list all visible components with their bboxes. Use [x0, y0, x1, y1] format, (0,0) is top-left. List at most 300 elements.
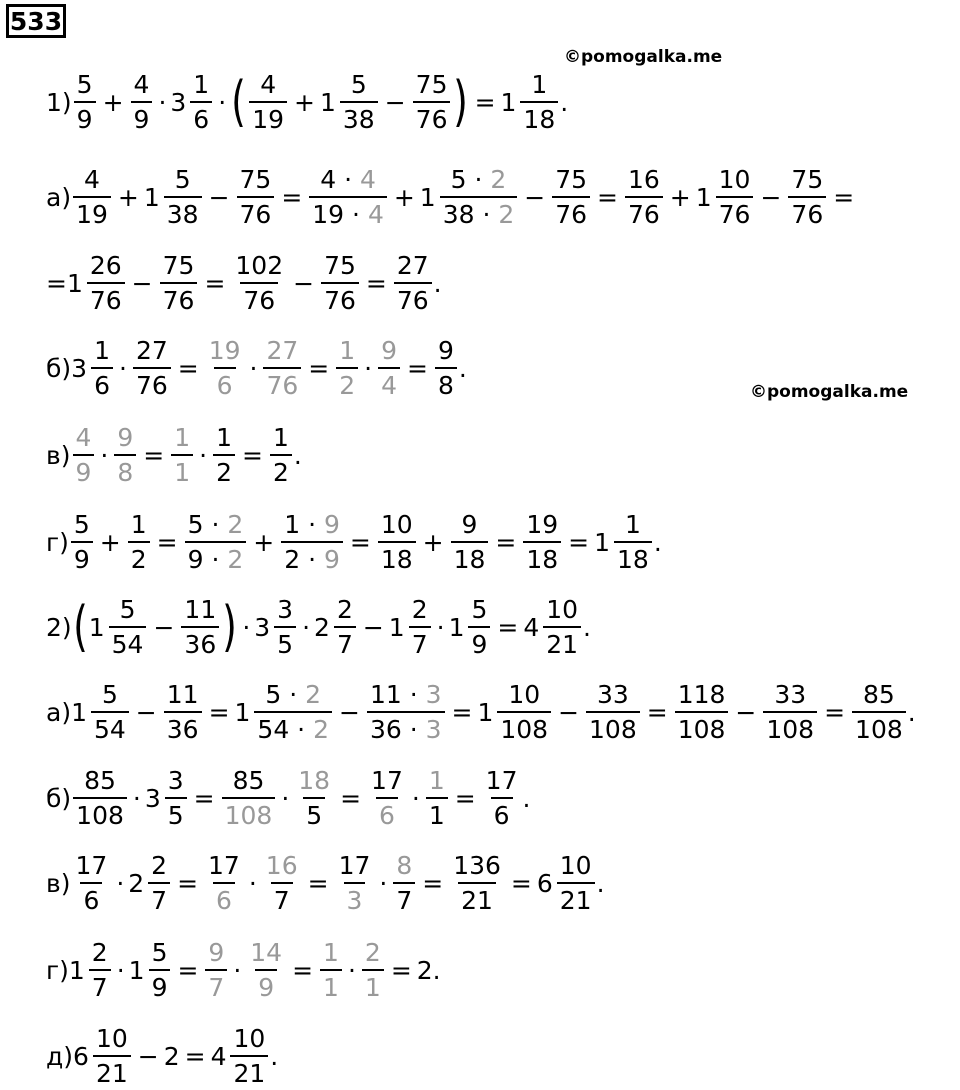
denominator: 108: [852, 711, 906, 744]
fraction: [307, 166, 389, 228]
whole-part: 1: [448, 612, 465, 642]
fraction: [541, 596, 583, 658]
operator: +: [393, 182, 415, 212]
numerator: 4: [133, 70, 150, 99]
multiply-dot: ·: [302, 612, 311, 642]
equation-line: [46, 853, 605, 913]
fraction: [147, 939, 173, 1001]
parenthesis: (: [72, 595, 88, 658]
numerator: 33: [596, 680, 629, 709]
fraction: [203, 852, 245, 914]
denominator: 8: [435, 367, 457, 400]
denominator: 5: [274, 626, 296, 659]
numerator: 1: [216, 423, 232, 452]
operator: +: [117, 182, 139, 212]
numerator: 10: [380, 510, 413, 539]
equation-line: [46, 72, 568, 132]
whole-part: 1: [477, 697, 494, 727]
multiply-dot: ·: [116, 955, 125, 985]
watermark: ©pomogalka.me: [750, 382, 909, 402]
numerator: 5: [471, 595, 488, 624]
numerator: 11: [166, 680, 199, 709]
text-token: .: [270, 1041, 279, 1071]
fraction: [183, 511, 249, 573]
numerator: 27: [396, 251, 429, 280]
fraction: [87, 939, 113, 1001]
text-token: .: [433, 268, 442, 298]
text-token: 2.: [416, 955, 441, 985]
numerator: 1: [193, 70, 210, 99]
factor: 2: [490, 165, 507, 194]
equation-line: [46, 768, 530, 828]
numerator: 9: [437, 336, 454, 365]
numerator: 17: [208, 851, 240, 880]
multiply-dot: ·: [132, 783, 141, 813]
fraction: [391, 852, 417, 914]
whole-part: 1: [71, 697, 87, 727]
operator: −: [208, 182, 230, 212]
whole-part: 1: [594, 527, 611, 557]
operator: +: [102, 87, 124, 117]
denominator: 108: [675, 711, 729, 744]
parenthesis: (: [231, 70, 247, 133]
fraction: [438, 166, 520, 228]
fraction: [245, 939, 287, 1001]
fraction: [220, 767, 278, 829]
denominator: 6: [213, 882, 235, 915]
numerator: 17: [338, 851, 371, 880]
denominator: 7: [393, 882, 415, 915]
operator: =: [597, 182, 618, 212]
numerator: 3: [277, 595, 294, 624]
text-token: .: [293, 440, 302, 470]
numerator: 85: [84, 766, 116, 795]
whole-part: 1: [500, 87, 517, 117]
fraction: [495, 681, 553, 743]
fraction: [584, 681, 642, 743]
whole-part: 3: [254, 612, 271, 642]
operator: −: [137, 1041, 159, 1071]
denominator: 1: [426, 797, 448, 830]
operator: =: [281, 182, 303, 212]
fraction: [424, 767, 450, 829]
fraction: [252, 681, 334, 743]
text-token: а): [46, 182, 72, 212]
whole-part: 1: [68, 955, 85, 985]
numerator: 10: [508, 680, 541, 709]
text-token: в): [46, 868, 71, 898]
numerator: 1: [428, 766, 445, 795]
operator: =: [143, 440, 165, 470]
factor: 2: [498, 199, 515, 229]
numerator: 5: [119, 595, 136, 624]
fraction: [279, 511, 345, 573]
denominator: 6: [91, 367, 113, 400]
numerator: 1: [94, 336, 110, 365]
whole-part: 2: [314, 612, 330, 642]
multiply-dot: ·: [248, 868, 257, 898]
operator: =: [208, 697, 230, 727]
fraction: [69, 511, 95, 573]
operator: =: [390, 955, 412, 985]
multiply-dot: ·: [158, 87, 167, 117]
numerator: 16: [265, 851, 298, 880]
denominator: 9: [74, 101, 96, 134]
denominator: 7: [89, 969, 111, 1002]
operator: =: [510, 868, 532, 898]
fraction: [761, 681, 819, 743]
operator: =: [824, 697, 846, 727]
denominator: 76: [240, 282, 278, 315]
operator: −: [131, 268, 153, 298]
fraction: [179, 596, 221, 658]
numerator: 5: [174, 165, 191, 194]
multiply-dot: ·: [347, 955, 356, 985]
factor: 2: [227, 510, 244, 539]
fraction: [272, 596, 298, 658]
numerator: 5 · 2: [187, 510, 244, 539]
numerator: 17: [75, 851, 108, 880]
parenthesis: ): [453, 70, 469, 133]
factor: 9: [323, 544, 340, 574]
text-token: .: [458, 353, 467, 383]
equation-line: [46, 512, 662, 572]
denominator: 18: [523, 541, 561, 574]
text-token: =: [46, 268, 67, 298]
operator: =: [177, 868, 199, 898]
operator: =: [241, 440, 263, 470]
operator: =: [340, 783, 362, 813]
fraction: [334, 852, 376, 914]
numerator: 1: [174, 423, 191, 452]
denominator: 18: [614, 541, 652, 574]
whole-part: 1: [320, 87, 336, 117]
operator: −: [153, 612, 175, 642]
multiply-dot: ·: [100, 440, 109, 470]
denominator: 21: [557, 882, 595, 915]
whole-part: 4: [210, 1041, 227, 1071]
numerator: 85: [232, 766, 265, 795]
denominator: 36: [181, 626, 219, 659]
operator: =: [204, 268, 226, 298]
fraction: [786, 166, 828, 228]
denominator: 2 · 9: [281, 541, 343, 574]
denominator: 21: [543, 626, 581, 659]
equation-line: [46, 167, 859, 227]
multiply-dot: ·: [249, 353, 258, 383]
multiply-dot: ·: [233, 955, 242, 985]
text-token: б): [46, 353, 72, 383]
numerator: 9: [208, 938, 225, 967]
numerator: 2: [91, 938, 108, 967]
numerator: 26: [89, 251, 122, 280]
numerator: 11 · 3: [369, 680, 442, 709]
denominator: 19 · 4: [309, 196, 387, 229]
denominator: 19: [249, 101, 287, 134]
text-token: 2: [163, 1041, 180, 1071]
numerator: 2: [364, 938, 381, 967]
numerator: 2: [336, 595, 353, 624]
denominator: 76: [87, 282, 125, 315]
multiply-dot: ·: [218, 87, 227, 117]
factor: 2: [305, 680, 322, 709]
numerator: 8: [396, 851, 413, 880]
numerator: 102: [235, 251, 284, 280]
fraction: [293, 767, 335, 829]
operator: =: [156, 527, 178, 557]
whole-part: 1: [66, 268, 83, 298]
numerator: 14: [250, 938, 283, 967]
operator: =: [495, 527, 517, 557]
fraction: [673, 681, 731, 743]
whole-part: 1: [128, 955, 145, 985]
numerator: 75: [415, 70, 448, 99]
fraction: [112, 424, 138, 486]
operator: =: [177, 955, 199, 985]
text-token: .: [596, 868, 605, 898]
text-token: .: [522, 783, 531, 813]
operator: =: [833, 182, 855, 212]
equation-line: [46, 1026, 278, 1086]
operator: =: [454, 783, 476, 813]
denominator: 5: [165, 797, 187, 830]
fraction: [91, 1025, 133, 1087]
denominator: 18: [378, 541, 416, 574]
numerator: 9: [117, 423, 134, 452]
numerator: 4: [84, 165, 100, 194]
operator: −: [362, 612, 384, 642]
numerator: 118: [677, 680, 726, 709]
operator: −: [558, 697, 580, 727]
numerator: 75: [239, 165, 272, 194]
denominator: 108: [763, 711, 817, 744]
numerator: 5: [73, 510, 90, 539]
denominator: 9: [71, 541, 93, 574]
numerator: 75: [324, 251, 356, 280]
fraction: [146, 852, 172, 914]
operator: =: [451, 697, 473, 727]
text-token: 1): [46, 87, 72, 117]
fraction: [261, 337, 303, 399]
denominator: 9: [149, 969, 171, 1002]
denominator: 76: [716, 196, 754, 229]
fraction: [714, 166, 756, 228]
factor: 9: [323, 510, 340, 539]
numerator: 2: [151, 851, 168, 880]
denominator: 18: [520, 101, 558, 134]
operator: =: [497, 612, 519, 642]
numerator: 1 · 9: [284, 510, 340, 539]
fraction: [360, 939, 386, 1001]
operator: =: [646, 697, 668, 727]
fraction: [261, 852, 303, 914]
multiply-dot: ·: [116, 868, 125, 898]
fraction: [129, 71, 155, 133]
fraction: [247, 71, 289, 133]
numerator: 33: [774, 680, 807, 709]
operator: +: [253, 527, 275, 557]
whole-part: 1: [388, 612, 405, 642]
numerator: 5: [101, 680, 118, 709]
fraction: [126, 511, 152, 573]
multiply-dot: ·: [379, 868, 388, 898]
multiply-dot: ·: [364, 353, 373, 383]
denominator: 54: [91, 711, 129, 744]
denominator: 76: [321, 282, 359, 315]
numerator: 5: [76, 70, 93, 99]
factor: 2: [227, 544, 244, 574]
fraction: [162, 166, 204, 228]
denominator: 9 · 2: [185, 541, 247, 574]
denominator: 38: [340, 101, 378, 134]
factor: 4: [367, 199, 384, 229]
fraction: [318, 939, 344, 1001]
denominator: 21: [230, 1055, 268, 1088]
multiply-dot: ·: [281, 783, 290, 813]
whole-part: 1: [695, 182, 712, 212]
text-token: .: [583, 612, 591, 642]
whole-part: 3: [71, 353, 88, 383]
fraction: [71, 424, 97, 486]
operator: =: [349, 527, 371, 557]
operator: =: [307, 868, 329, 898]
numerator: 1: [130, 510, 147, 539]
multiply-dot: ·: [118, 353, 127, 383]
equation-line: [46, 338, 467, 398]
numerator: 10: [546, 595, 579, 624]
fraction: [163, 767, 189, 829]
numerator: 5: [151, 938, 168, 967]
numerator: 75: [555, 165, 588, 194]
text-token: 2): [46, 612, 72, 642]
factor: 2: [313, 714, 329, 744]
text-token: г): [46, 955, 69, 985]
denominator: 76: [237, 196, 275, 229]
numerator: 9: [381, 336, 397, 365]
denominator: 19: [73, 196, 111, 229]
denominator: 6: [214, 367, 236, 400]
denominator: 36: [164, 711, 202, 744]
fraction: [334, 337, 360, 399]
operator: =: [193, 783, 215, 813]
fraction: [72, 71, 98, 133]
numerator: 1: [624, 510, 641, 539]
numerator: 27: [266, 336, 299, 365]
numerator: 4: [260, 70, 277, 99]
denominator: 3: [344, 882, 366, 915]
numerator: 136: [453, 851, 501, 880]
fraction: [365, 681, 447, 743]
text-token: в): [46, 440, 71, 470]
whole-part: 1: [143, 182, 160, 212]
text-token: .: [560, 87, 569, 117]
fraction: [555, 852, 597, 914]
numerator: 1: [339, 336, 356, 365]
operator: =: [184, 1041, 206, 1071]
denominator: 18: [451, 541, 489, 574]
denominator: 1: [320, 969, 342, 1002]
fraction: [71, 852, 113, 914]
numerator: 10: [95, 1024, 128, 1053]
fraction: [332, 596, 358, 658]
denominator: 6: [376, 797, 398, 830]
whole-part: 1: [88, 612, 105, 642]
numerator: 4: [75, 423, 92, 452]
fraction: [107, 596, 149, 658]
fraction: [158, 252, 200, 314]
fraction: [411, 71, 453, 133]
text-token: .: [653, 527, 662, 557]
fraction: [623, 166, 665, 228]
fraction: [89, 337, 115, 399]
denominator: 108: [222, 797, 276, 830]
denominator: 1: [362, 969, 384, 1002]
operator: =: [474, 87, 496, 117]
whole-part: 3: [170, 87, 187, 117]
denominator: 2: [336, 367, 358, 400]
text-token: д): [46, 1041, 74, 1071]
numerator: 19: [526, 510, 559, 539]
denominator: 76: [263, 367, 301, 400]
multiply-dot: ·: [242, 612, 251, 642]
operator: =: [308, 353, 330, 383]
denominator: 21: [93, 1055, 131, 1088]
denominator: 6: [80, 882, 102, 915]
numerator: 5: [350, 70, 367, 99]
watermark: ©pomogalka.me: [564, 47, 723, 67]
operator: =: [422, 868, 444, 898]
denominator: 76: [552, 196, 590, 229]
numerator: 10: [718, 165, 751, 194]
parenthesis: ): [222, 595, 238, 658]
equation-line: [46, 425, 302, 485]
operator: =: [568, 527, 590, 557]
denominator: 36 · 3: [367, 711, 445, 744]
equation-line: [46, 597, 591, 657]
text-token: .: [907, 697, 916, 727]
text-token: а): [46, 697, 72, 727]
numerator: 19: [208, 336, 241, 365]
fraction: [319, 252, 361, 314]
numerator: 75: [162, 251, 195, 280]
operator: −: [135, 697, 157, 727]
denominator: 76: [788, 196, 826, 229]
operator: =: [407, 353, 428, 383]
numerator: 27: [135, 336, 168, 365]
fraction: [518, 71, 560, 133]
fraction: [162, 681, 204, 743]
denominator: 8: [114, 454, 136, 487]
denominator: 9: [468, 626, 490, 659]
operator: =: [177, 353, 199, 383]
denominator: 6: [491, 797, 513, 830]
fraction: [850, 681, 908, 743]
multiply-dot: ·: [436, 612, 445, 642]
denominator: 7: [409, 626, 431, 659]
numerator: 1: [272, 423, 289, 452]
text-token: б): [46, 783, 72, 813]
denominator: 54: [109, 626, 147, 659]
denominator: 108: [497, 711, 551, 744]
fraction: [203, 939, 229, 1001]
denominator: 9: [73, 454, 95, 487]
factor: 4: [359, 165, 376, 194]
operator: =: [292, 955, 314, 985]
fraction: [131, 337, 173, 399]
denominator: 76: [625, 196, 663, 229]
problem-number: 533: [6, 4, 66, 38]
numerator: 18: [298, 766, 331, 795]
